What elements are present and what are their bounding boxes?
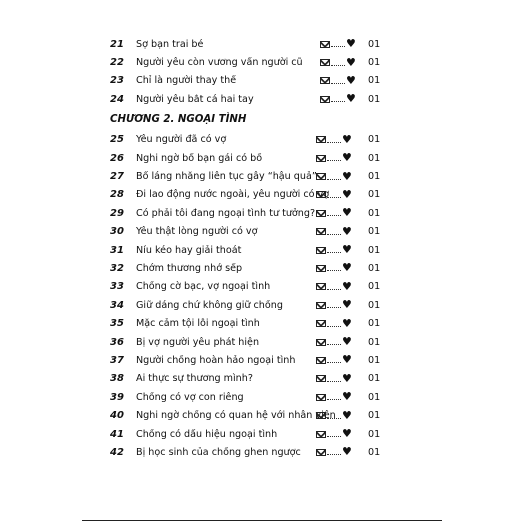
entry-number: 32 — [110, 262, 124, 274]
toc-entry — [110, 443, 390, 461]
leader-marker — [316, 447, 352, 457]
heart-icon: ♥ — [342, 390, 352, 404]
dot-leader — [327, 431, 341, 437]
entry-page-number: 01 — [368, 318, 381, 330]
entry-page-number: 01 — [368, 244, 381, 256]
envelope-icon — [316, 357, 326, 364]
envelope-icon — [316, 191, 326, 198]
toc-entry — [110, 90, 390, 108]
heart-icon: ♥ — [342, 298, 352, 312]
entry-number: 39 — [110, 391, 124, 403]
entry-number: 26 — [110, 152, 124, 164]
footer-rule — [82, 520, 442, 521]
toc-entry — [110, 167, 390, 185]
dot-leader — [331, 60, 345, 66]
entry-number: 38 — [110, 373, 124, 385]
heart-icon: ♥ — [342, 132, 352, 146]
leader-marker — [316, 169, 352, 183]
leader-marker — [316, 208, 352, 218]
envelope-icon — [316, 283, 326, 290]
entry-title: Người yêu bắt cá hai tay — [136, 93, 254, 105]
leader-marker — [316, 245, 352, 255]
heart-icon: ♥ — [342, 371, 352, 385]
toc-entry — [110, 259, 390, 277]
dot-leader — [331, 96, 345, 102]
heart-icon: ♥ — [342, 316, 352, 330]
toc-entry — [110, 223, 390, 241]
entry-number: 41 — [110, 428, 124, 440]
toc-entry — [110, 370, 390, 388]
entry-page-number: 01 — [368, 189, 381, 201]
heart-icon: ♥ — [346, 37, 356, 51]
entry-number: 35 — [110, 318, 124, 330]
toc-entry — [110, 131, 390, 149]
leader-marker — [316, 392, 352, 402]
entry-page-number: 01 — [368, 281, 381, 293]
heart-icon: ♥ — [342, 335, 352, 349]
entry-number: 24 — [110, 93, 124, 105]
leader-marker — [316, 429, 352, 439]
heart-icon: ♥ — [342, 261, 352, 275]
envelope-icon — [316, 412, 326, 419]
heart-icon: ♥ — [342, 445, 352, 459]
toc-entry — [110, 314, 390, 332]
entry-page-number: 01 — [368, 262, 381, 274]
entry-page-number: 01 — [368, 299, 381, 311]
envelope-icon — [316, 228, 326, 235]
entry-page-number: 01 — [368, 134, 381, 146]
dot-leader — [327, 210, 341, 216]
heart-icon: ♥ — [342, 427, 352, 440]
toc-entry — [110, 278, 390, 296]
envelope-icon — [316, 155, 326, 162]
leader-marker — [316, 279, 352, 293]
entry-title: Bố láng nhăng liên tục gây “hậu quả” — [136, 171, 317, 183]
entry-title: Sợ bạn trai bé — [136, 38, 204, 50]
toc-entry — [110, 53, 390, 71]
toc-entry — [110, 333, 390, 351]
table-of-contents — [110, 35, 390, 462]
entry-page-number: 01 — [368, 446, 381, 458]
entry-number: 28 — [110, 189, 124, 201]
entry-title: Yêu người đã có vợ — [136, 134, 227, 146]
entry-page-number: 01 — [368, 207, 381, 219]
toc-group-before — [110, 35, 390, 109]
envelope-icon — [320, 96, 330, 103]
leader-marker — [316, 355, 352, 365]
entry-number: 31 — [110, 244, 124, 256]
entry-page-number: 01 — [368, 38, 381, 50]
entry-number: 34 — [110, 299, 124, 311]
entry-title: Níu kéo hay giải thoát — [136, 244, 242, 256]
leader-marker — [316, 316, 352, 330]
envelope-icon — [316, 320, 326, 327]
entry-title: Ai thực sự thương mình? — [136, 373, 253, 385]
envelope-icon — [320, 77, 330, 84]
dot-leader — [327, 394, 341, 400]
entry-number: 30 — [110, 226, 124, 238]
entry-title: Chồng có dấu hiệu ngoại tình — [136, 428, 278, 440]
dot-leader — [327, 137, 341, 143]
entry-title: Bị học sinh của chồng ghen ngược — [136, 446, 301, 458]
dot-leader — [327, 247, 341, 253]
entry-title: Chồng có vợ con riêng — [136, 391, 244, 403]
entry-number: 21 — [110, 38, 124, 50]
entry-number: 33 — [110, 281, 124, 293]
toc-entry — [110, 149, 390, 167]
leader-marker — [316, 337, 352, 347]
entry-title: Bị vợ người yêu phát hiện — [136, 336, 260, 348]
entry-page-number: 01 — [368, 410, 381, 422]
entry-number: 27 — [110, 171, 124, 183]
entry-page-number: 01 — [368, 75, 381, 87]
leader-marker — [316, 371, 352, 385]
entry-number: 36 — [110, 336, 124, 348]
dot-leader — [327, 192, 341, 198]
heart-icon: ♥ — [342, 206, 352, 220]
heart-icon: ♥ — [342, 224, 352, 238]
heart-icon: ♥ — [346, 73, 356, 87]
heart-icon: ♥ — [342, 408, 352, 422]
leader-marker — [316, 300, 352, 310]
dot-leader — [327, 413, 341, 419]
dot-leader — [327, 357, 341, 363]
entry-title: Giữ dáng chứ không giữ chồng — [136, 299, 283, 311]
heart-icon: ♥ — [342, 187, 352, 201]
envelope-icon — [316, 136, 326, 143]
dot-leader — [327, 229, 341, 235]
entry-page-number: 01 — [368, 57, 381, 69]
chapter-heading: CHƯƠNG 2. NGOẠI TÌNH — [110, 114, 247, 126]
leader-marker — [316, 187, 352, 201]
leader-marker — [316, 132, 352, 146]
dot-leader — [327, 302, 341, 308]
entry-number: 37 — [110, 354, 124, 366]
entry-title: Nghi ngờ chồng có quan hệ với nhân viên — [136, 410, 336, 422]
entry-title: Có phải tôi đang ngoại tình tư tưởng? — [136, 207, 316, 219]
leader-marker — [320, 55, 356, 69]
entry-title: Đi lao động nước ngoài, yêu người có vợ — [136, 189, 330, 201]
entry-title: Người chồng hoàn hảo ngoại tình — [136, 354, 296, 366]
heart-icon: ♥ — [342, 169, 352, 183]
leader-marker — [316, 224, 352, 238]
envelope-icon — [316, 449, 326, 456]
toc-entry — [110, 35, 390, 53]
toc-entry — [110, 296, 390, 314]
toc-entry — [110, 186, 390, 204]
entry-title: Chỉ là người thay thế — [136, 75, 237, 87]
dot-leader — [331, 41, 345, 47]
toc-entry — [110, 425, 390, 443]
toc-entry — [110, 351, 390, 369]
envelope-icon — [316, 339, 326, 346]
entry-page-number: 01 — [368, 171, 381, 183]
leader-marker — [320, 73, 356, 87]
leader-marker — [316, 408, 352, 422]
entry-title: Nghi ngờ bố bạn gái có bồ — [136, 152, 263, 164]
entry-number: 22 — [110, 57, 124, 69]
heart-icon: ♥ — [342, 151, 352, 165]
envelope-icon — [320, 59, 330, 66]
entry-page-number: 01 — [368, 428, 381, 440]
dot-leader — [327, 321, 341, 327]
envelope-icon — [316, 247, 326, 254]
envelope-icon — [316, 265, 326, 272]
dot-leader — [327, 265, 341, 271]
toc-entry — [110, 406, 390, 424]
entry-title: Chớm thương nhớ sếp — [136, 262, 243, 274]
leader-marker — [320, 39, 356, 49]
entry-number: 40 — [110, 410, 124, 422]
envelope-icon — [316, 173, 326, 180]
envelope-icon — [316, 210, 326, 217]
entry-title: Người yêu còn vương vấn người cũ — [136, 57, 303, 69]
toc-entry — [110, 72, 390, 90]
envelope-icon — [316, 431, 326, 438]
toc-entry — [110, 204, 390, 222]
toc-group-after — [110, 131, 390, 462]
entry-number: 25 — [110, 134, 124, 146]
entry-title: Yêu thật lòng người có vợ — [136, 226, 258, 238]
entry-page-number: 01 — [368, 336, 381, 348]
entry-number: 42 — [110, 446, 124, 458]
entry-page-number: 01 — [368, 354, 381, 366]
entry-page-number: 01 — [368, 373, 381, 385]
entry-page-number: 01 — [368, 391, 381, 403]
dot-leader — [327, 284, 341, 290]
heart-icon: ♥ — [346, 55, 356, 69]
entry-page-number: 01 — [368, 93, 381, 105]
dot-leader — [327, 174, 341, 180]
dot-leader — [327, 155, 341, 161]
heart-icon: ♥ — [342, 243, 352, 257]
entry-page-number: 01 — [368, 152, 381, 164]
entry-title: Chồng cờ bạc, vợ ngoại tình — [136, 281, 271, 293]
envelope-icon — [320, 41, 330, 48]
entry-number: 29 — [110, 207, 124, 219]
dot-leader — [327, 449, 341, 455]
entry-title: Mặc cảm tội lỗi ngoại tình — [136, 318, 260, 330]
dot-leader — [327, 339, 341, 345]
toc-entry — [110, 241, 390, 259]
leader-marker — [320, 94, 356, 104]
dot-leader — [331, 78, 345, 84]
heart-icon: ♥ — [346, 92, 356, 106]
leader-marker — [316, 263, 352, 273]
envelope-icon — [316, 375, 326, 382]
envelope-icon — [316, 302, 326, 309]
dot-leader — [327, 376, 341, 382]
toc-entry — [110, 388, 390, 406]
heart-icon: ♥ — [342, 279, 352, 293]
envelope-icon — [316, 394, 326, 401]
entry-page-number: 01 — [368, 226, 381, 238]
leader-marker — [316, 153, 352, 163]
heart-icon: ♥ — [342, 353, 352, 367]
entry-number: 23 — [110, 75, 124, 87]
